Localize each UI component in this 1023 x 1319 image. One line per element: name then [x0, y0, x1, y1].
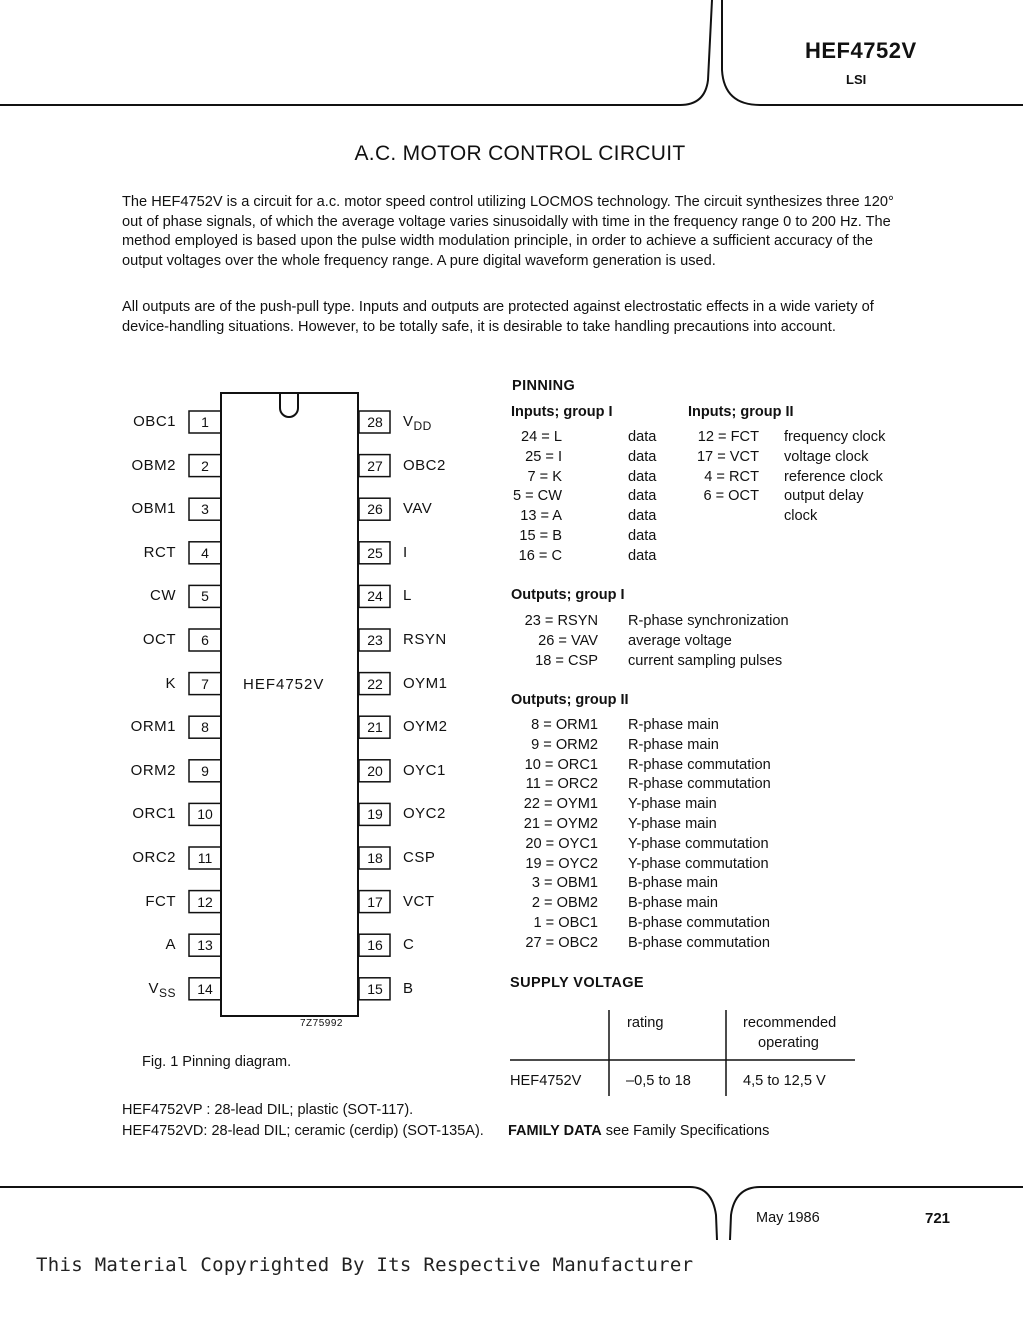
output-g1-desc: current sampling pulses [628, 652, 783, 669]
input-g2-desc: voltage clock [784, 448, 869, 465]
pin-name-6: OCT [142, 631, 176, 648]
copyright-notice: This Material Copyrighted By Its Respective Manufacturer [36, 1254, 694, 1276]
part-number: HEF4752V [805, 38, 917, 63]
intro-paragraph-1: The HEF4752V is a circuit for a.c. motor speed control utilizing LOCMOS technology. The circuit synthesizes three 120° out of phase signals, of which the average voltage varies sinusoidally with time in the frequency range 0 to 200 Hz. The method employed is based upon the pulse width modulation principle, in order to achieve a sufficient accuracy of the output voltages over the whole frequency range. A pure digital waveform generation is used. [122, 194, 894, 269]
pin-name-20: OYC1 [403, 761, 446, 779]
supply-col-operating: operating [758, 1035, 819, 1051]
pin-number-23: 23 [367, 632, 383, 648]
output-g2-desc: B-phase commutation [628, 934, 770, 951]
family-data-text: see Family Specifications [601, 1123, 770, 1139]
pin-number-10: 10 [197, 806, 213, 823]
input-g2-desc: output delay [784, 488, 864, 505]
figure-code: 7Z75992 [300, 1018, 343, 1029]
category-label: LSI [846, 72, 867, 87]
pin-name-1: OBC1 [133, 413, 176, 430]
inputs-group2-heading: Inputs; group II [688, 404, 794, 420]
pin-name-8: ORM1 [130, 718, 176, 736]
pin-name-2: OBM2 [131, 456, 176, 474]
pin-number-25: 25 [367, 544, 383, 561]
output-g1-code: 18 = CSP [535, 652, 598, 669]
input-g2-code: 4 = RCT [704, 468, 759, 485]
family-data-label: FAMILY DATA [508, 1123, 602, 1139]
pin-name-13: A [165, 936, 176, 954]
pin-number-8: 8 [201, 719, 209, 736]
pin-number-17: 17 [367, 893, 383, 910]
pin-number-1: 1 [201, 414, 209, 430]
input-g2-code: 6 = OCT [703, 488, 759, 505]
pin-name-23: RSYN [403, 631, 447, 648]
pin-number-11: 11 [197, 850, 213, 866]
output-g2-code: 11 = ORC2 [525, 776, 598, 793]
output-g1-desc: R-phase synchronization [628, 613, 789, 629]
output-g2-desc: B-phase main [628, 895, 719, 912]
input-g2-code: 12 = FCT [697, 429, 759, 445]
output-g1-desc: average voltage [628, 632, 732, 649]
input-g1-code: 16 = C [518, 547, 562, 564]
pin-name-15: B [403, 979, 414, 997]
input-g1-code: 24 = L [521, 429, 562, 445]
footer-page-number: 721 [925, 1210, 951, 1227]
pin-number-14: 14 [197, 980, 213, 997]
pin-name-28: $V_{DD}$ [403, 413, 432, 433]
output-g2-desc: R-phase main [628, 736, 719, 753]
pin-name-24: L [403, 587, 412, 605]
pin-name-26: VAV [403, 500, 433, 518]
output-g1-code: 26 = VAV [538, 632, 598, 649]
chip-label: HEF4752V [243, 676, 325, 693]
output-g2-code: 22 = OYM1 [523, 796, 598, 813]
pin-number-3: 3 [201, 501, 209, 518]
output-g2-code: 3 = OBM1 [531, 875, 598, 892]
pin-name-25: I [403, 543, 408, 561]
outputs-group1-heading: Outputs; group I [511, 587, 625, 603]
supply-device: HEF4752V [510, 1073, 582, 1089]
output-g2-code: 10 = ORC1 [524, 756, 598, 773]
output-g2-desc: Y-phase main [628, 816, 717, 832]
pin-number-5: 5 [201, 588, 209, 605]
output-g2-code: 2 = OBM2 [531, 895, 598, 912]
pin-name-18: CSP [403, 849, 436, 866]
pin-name-7: K [165, 674, 176, 692]
pinning-diagram [0, 0, 520, 1040]
package-line-1: HEF4752VP : 28-lead DIL; plastic (SOT-117). [122, 1102, 414, 1118]
pin-name-14: $V_{SS}$ [148, 979, 176, 1000]
input-g1-code: 5 = CW [512, 488, 562, 505]
pin-name-21: OYM2 [403, 718, 448, 736]
supply-rating: –0,5 to 18 [626, 1073, 691, 1089]
supply-recommended: 4,5 to 12,5 V [743, 1073, 826, 1089]
pin-name-10: ORC1 [132, 805, 176, 823]
pin-name-16: C [403, 936, 415, 954]
pinning-heading: PINNING [512, 378, 576, 394]
output-g1-code: 23 = RSYN [524, 613, 598, 629]
output-g2-desc: R-phase main [628, 717, 719, 733]
output-g2-code: 1 = OBC1 [533, 915, 598, 931]
output-g2-desc: R-phase commutation [628, 756, 771, 773]
input-g1-desc: data [628, 468, 657, 485]
pin-name-12: FCT [145, 892, 176, 910]
pin-number-9: 9 [201, 762, 209, 779]
pin-name-4: RCT [143, 543, 176, 561]
output-g2-code: 27 = OBC2 [525, 934, 598, 951]
output-g2-desc: B-phase main [628, 875, 719, 892]
pin-number-12: 12 [197, 893, 213, 910]
input-g1-code: 15 = B [519, 528, 562, 544]
supply-col-recommended: recommended [743, 1015, 837, 1031]
pin-number-20: 20 [367, 762, 383, 779]
intro-paragraph-2: All outputs are of the push-pull type. Inputs and outputs are protected against electrostatic effects in a wide variety of device-handling situations. However, to be totally safe, it is desirable to take handling precautions into account. [122, 299, 874, 335]
pin-number-19: 19 [367, 806, 383, 823]
pin-number-7: 7 [201, 675, 209, 692]
pin-number-15: 15 [367, 980, 383, 997]
input-g2-desc: frequency clock [784, 429, 886, 445]
pin-number-26: 26 [367, 501, 383, 518]
input-g1-desc: data [628, 448, 657, 465]
pin-name-11: ORC2 [132, 849, 176, 866]
input-g1-code: 7 = K [527, 468, 562, 485]
chip-notch [280, 394, 298, 417]
outputs-group2-heading: Outputs; group II [511, 692, 629, 708]
output-g2-desc: B-phase commutation [628, 915, 770, 931]
output-g2-desc: Y-phase commutation [628, 835, 769, 852]
output-g2-code: 8 = ORM1 [531, 717, 598, 733]
output-g2-code: 9 = ORM2 [531, 736, 598, 753]
input-g1-desc: data [628, 429, 657, 445]
pin-number-2: 2 [201, 457, 209, 474]
output-g2-code: 21 = OYM2 [523, 816, 598, 832]
pin-number-13: 13 [197, 937, 213, 954]
output-g2-code: 20 = OYC1 [525, 835, 598, 852]
supply-heading: SUPPLY VOLTAGE [510, 975, 644, 991]
pin-name-19: OYC2 [403, 805, 446, 823]
footer-date: May 1986 [756, 1210, 820, 1226]
input-g2-desc: reference clock [784, 468, 883, 485]
pin-number-4: 4 [201, 544, 209, 561]
input-g1-desc: data [628, 528, 657, 544]
input-g2-desc: clock [784, 508, 818, 525]
pin-number-16: 16 [367, 937, 383, 954]
page-title: A.C. MOTOR CONTROL CIRCUIT [354, 142, 686, 165]
pin-number-24: 24 [367, 588, 383, 605]
input-g1-desc: data [628, 547, 657, 564]
figure-caption: Fig. 1 Pinning diagram. [142, 1054, 292, 1070]
pin-number-22: 22 [367, 675, 383, 692]
chip-body [221, 393, 358, 1016]
pin-number-18: 18 [367, 850, 383, 866]
pin-name-27: OBC2 [403, 456, 446, 474]
output-g2-desc: Y-phase commutation [628, 855, 769, 872]
pin-number-21: 21 [367, 719, 383, 736]
input-g1-code: 25 = I [525, 448, 562, 465]
output-g2-desc: R-phase commutation [628, 776, 771, 793]
pin-name-5: CW [150, 587, 176, 605]
pin-name-22: OYM1 [403, 674, 448, 692]
package-line-2 [122, 1123, 769, 1139]
input-g2-code: 17 = VCT [696, 448, 759, 465]
pin-name-9: ORM2 [130, 761, 176, 779]
output-g2-code: 19 = OYC2 [525, 855, 598, 872]
package-line-2-text: HEF4752VD: 28-lead DIL; ceramic (cerdip) (SOT-135A). [122, 1123, 484, 1139]
output-g2-desc: Y-phase main [628, 796, 717, 813]
supply-col-rating: rating [627, 1015, 664, 1031]
pin-name-3: OBM1 [131, 500, 176, 518]
pin-number-27: 27 [367, 457, 383, 474]
pin-name-17: VCT [403, 892, 435, 910]
input-g1-desc: data [628, 508, 657, 525]
pin-number-28: 28 [367, 414, 383, 430]
input-g1-code: 13 = A [520, 508, 562, 525]
inputs-group1-heading: Inputs; group I [511, 404, 613, 420]
input-g1-desc: data [628, 488, 657, 505]
pin-number-6: 6 [201, 632, 209, 648]
